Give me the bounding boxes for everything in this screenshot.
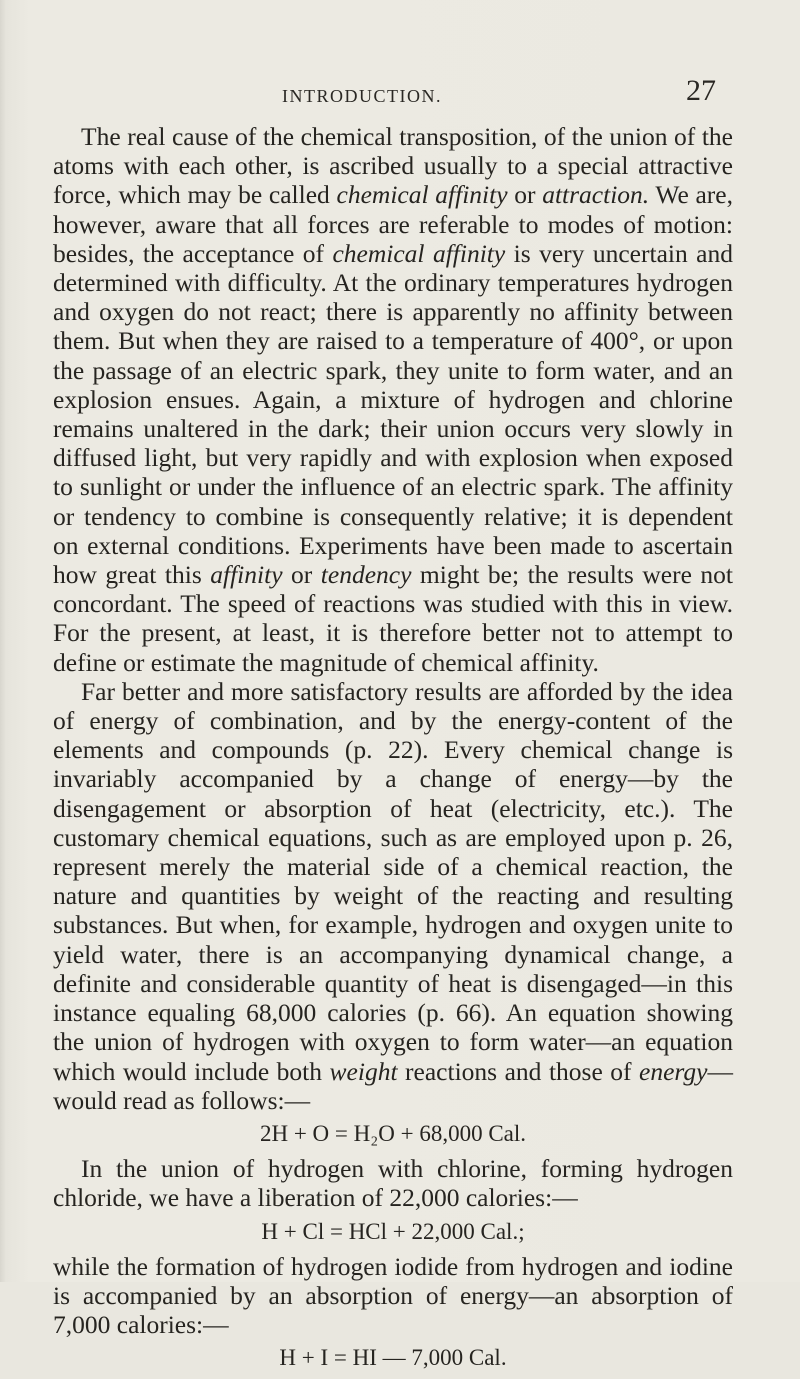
text-run: —would read as follows:— (53, 1056, 733, 1115)
text-run: Far better and more satisfactory results are afforded by the idea of energy of combination, and by the energy-content of the elements and compounds (p. 22). Every chemical change is invariably accompanied by a change of energy—by the disengagement or absorption of heat (electricity, etc.). The customary chemical equations, such as are employed upon p. 26, represent merely the material side of a chemical reaction, the nature and quantities by weight of the reacting and resulting substances. But when, for example, hydrogen and oxygen unite to yield water, there is an accompanying dynamical change, a definite and considerable quantity of heat is disengaged—in this instance equaling 68,000 calories (p. 66). An equation showing the union of hydrogen with oxygen to form water—an equation which would include both (53, 676, 733, 1086)
italic-term: energy (639, 1056, 708, 1086)
paragraph-energy (53, 677, 733, 1115)
equation-water: 2H + O = H₂O + 68,000 Cal. (259, 1120, 527, 1146)
running-head: INTRODUCTION. (282, 86, 442, 106)
text-run: is very uncertain and determined with difficulty. At the ordinary temperatures hydrogen and oxygen do not react; there is apparently no affinity between them. But when they are raised to a temperature of 400°, or upon the passage of an electric spark, they unite to form water, and an explosion ensues. Again, a mixture of hydrogen and chlorine remains unaltered in the dark; their union occurs very slowly in diffused light, but very rapidly and with explosion when exposed to sunlight or under the influence of an electric spark. The affinity or tendency to combine is consequently relative; it is dependent on external conditions. Experiments have been made to ascertain how great this (53, 238, 733, 590)
italic-term: tendency (320, 560, 412, 590)
paragraph-iodine: while the formation of hydrogen iodide from hydrogen and iodine is accompanied by an absorption of energy—an absorption of 7,000 calories:— (53, 1251, 733, 1340)
italic-term: weight (329, 1056, 398, 1086)
text-run: reactions and those of (397, 1056, 640, 1086)
text-run: We are, however, aware that all forces are referable to modes of motion: besides, the acceptance of (53, 180, 733, 268)
italic-term: attraction. (542, 180, 650, 210)
italic-term: affinity (210, 560, 283, 590)
paragraph-affinity (53, 122, 733, 677)
text-run: or (507, 180, 543, 210)
text-run: or (282, 560, 321, 590)
paragraph-chlorine: In the union of hydrogen with chlorine, forming hydrogen chloride, we have a liberation of 22,000 calories:— (53, 1154, 733, 1213)
italic-term: chemical affinity (332, 238, 506, 268)
equation-hydrogen-chloride: H + Cl = HCl + 22,000 Cal.; (261, 1218, 525, 1244)
text-run: The real cause of the chemical transposition, of the union of the atoms with each other, is ascribed usually to a special attractive force, which may be called (53, 122, 733, 210)
italic-term: chemical affinity (336, 180, 508, 210)
body-text (53, 122, 733, 1379)
page-number: 27 (686, 74, 716, 107)
equation-hydrogen-iodide: H + I = HI — 7,000 Cal. (279, 1345, 507, 1371)
text-run: might be; the results were not concordant. The speed of reactions was studied with this in view. For the present, at least, it is therefore better not to attempt to define or estimate the magnitude of chemical affinity. (53, 560, 733, 677)
